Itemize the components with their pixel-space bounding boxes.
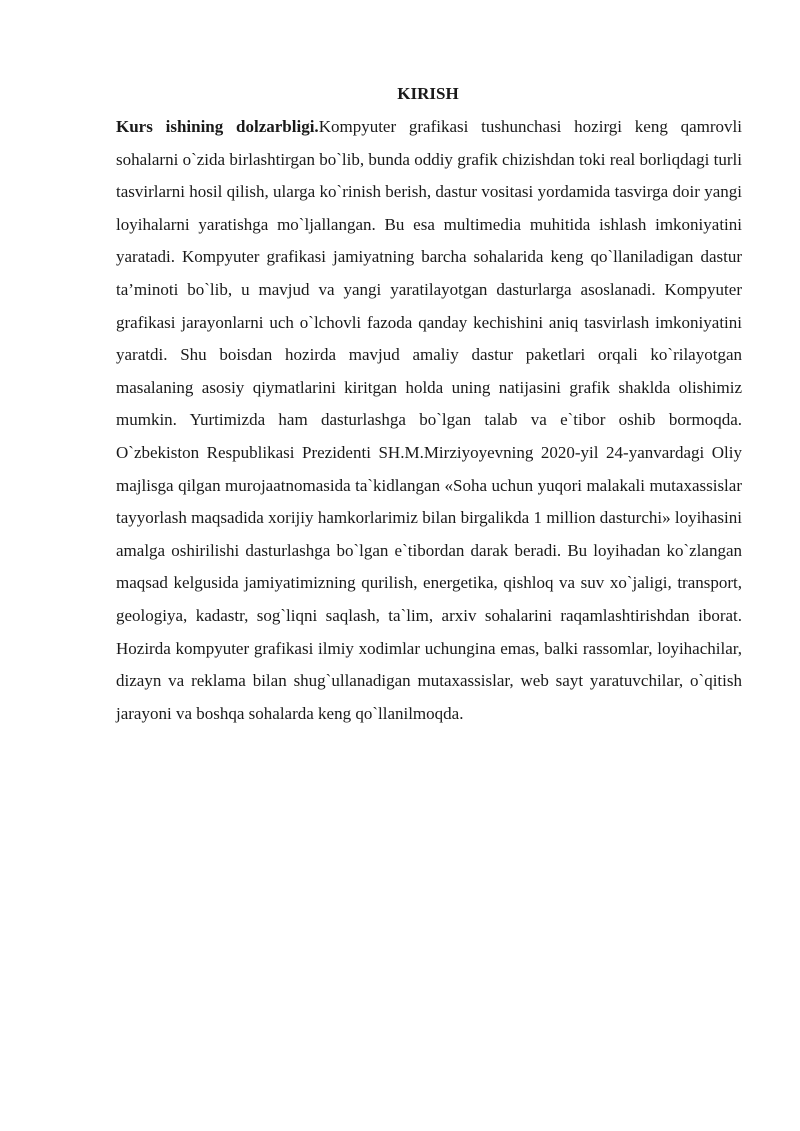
paragraph-lead: Kurs ishining dolzarbligi. bbox=[116, 117, 319, 136]
paragraph-text: Kompyuter grafikasi tushunchasi hozirgi keng qamrovli sohalarni o`zida birlashtirgan bo`lib, bunda oddiy grafik chizishdan toki real borliqdagi turli tasvirlarni hosil qilish, ularga ko`rinish berish, dastur vositasi yordamida tasvirga doir yangi loyihalarni yaratishga mo`ljallangan. Bu esa multimedia muhitida ishlash imkoniyatini yaratadi. Kompyuter grafikasi jamiyatning barcha sohalarida keng qo`llaniladigan dastur ta’minoti bo`lib, u mavjud va yangi yaratilayotgan dasturlarga asoslanadi. Kompyuter grafikasi jarayonlarni uch o`lchovli fazoda qanday kechishini aniq tasvirlash imkoniyatini yaratdi. Shu boisdan hozirda mavjud amaliy dastur paketlari orqali ko`rilayotgan masalaning asosiy qiymatlarini kiritgan holda uning natijasini grafik shaklda olishimiz mumkin. Yurtimizda ham dasturlashga bo`lgan talab va e`tibor oshib bormoqda. O`zbekiston Respublikasi Prezidenti SH.M.Mirziyoyevning 2020-yil 24-yanvardagi Oliy majlisga qilgan murojaatnomasida ta`kidlangan «Soha uchun yuqori malakali mutaxassislar tayyorlash maqsadida xorijiy hamkorlarimiz bilan birgalikda 1 million dasturchi» loyihasini amalga oshirilishi dasturlashga bo`lgan e`tibordan darak beradi. Bu loyihadan ko`zlangan maqsad kelgusida jamiyatimizning qurilish, energetika, qishloq va suv xo`jaligi, transport, geologiya, kadastr, sog`liqni saqlash, ta`lim, arxiv sohalarini raqamlashtirishdan iborat. Hozirda kompyuter grafikasi ilmiy xodimlar uchungina emas, balki rassomlar, loyihachilar, dizayn va reklama bilan shug`ullanadigan mutaxassislar, web sayt yaratuvchilar, o`qitish jarayoni va boshqa sohalarda keng qo`llanilmoqda. bbox=[116, 117, 742, 723]
page-title: KIRISH bbox=[397, 84, 459, 103]
body-paragraph bbox=[116, 111, 742, 730]
